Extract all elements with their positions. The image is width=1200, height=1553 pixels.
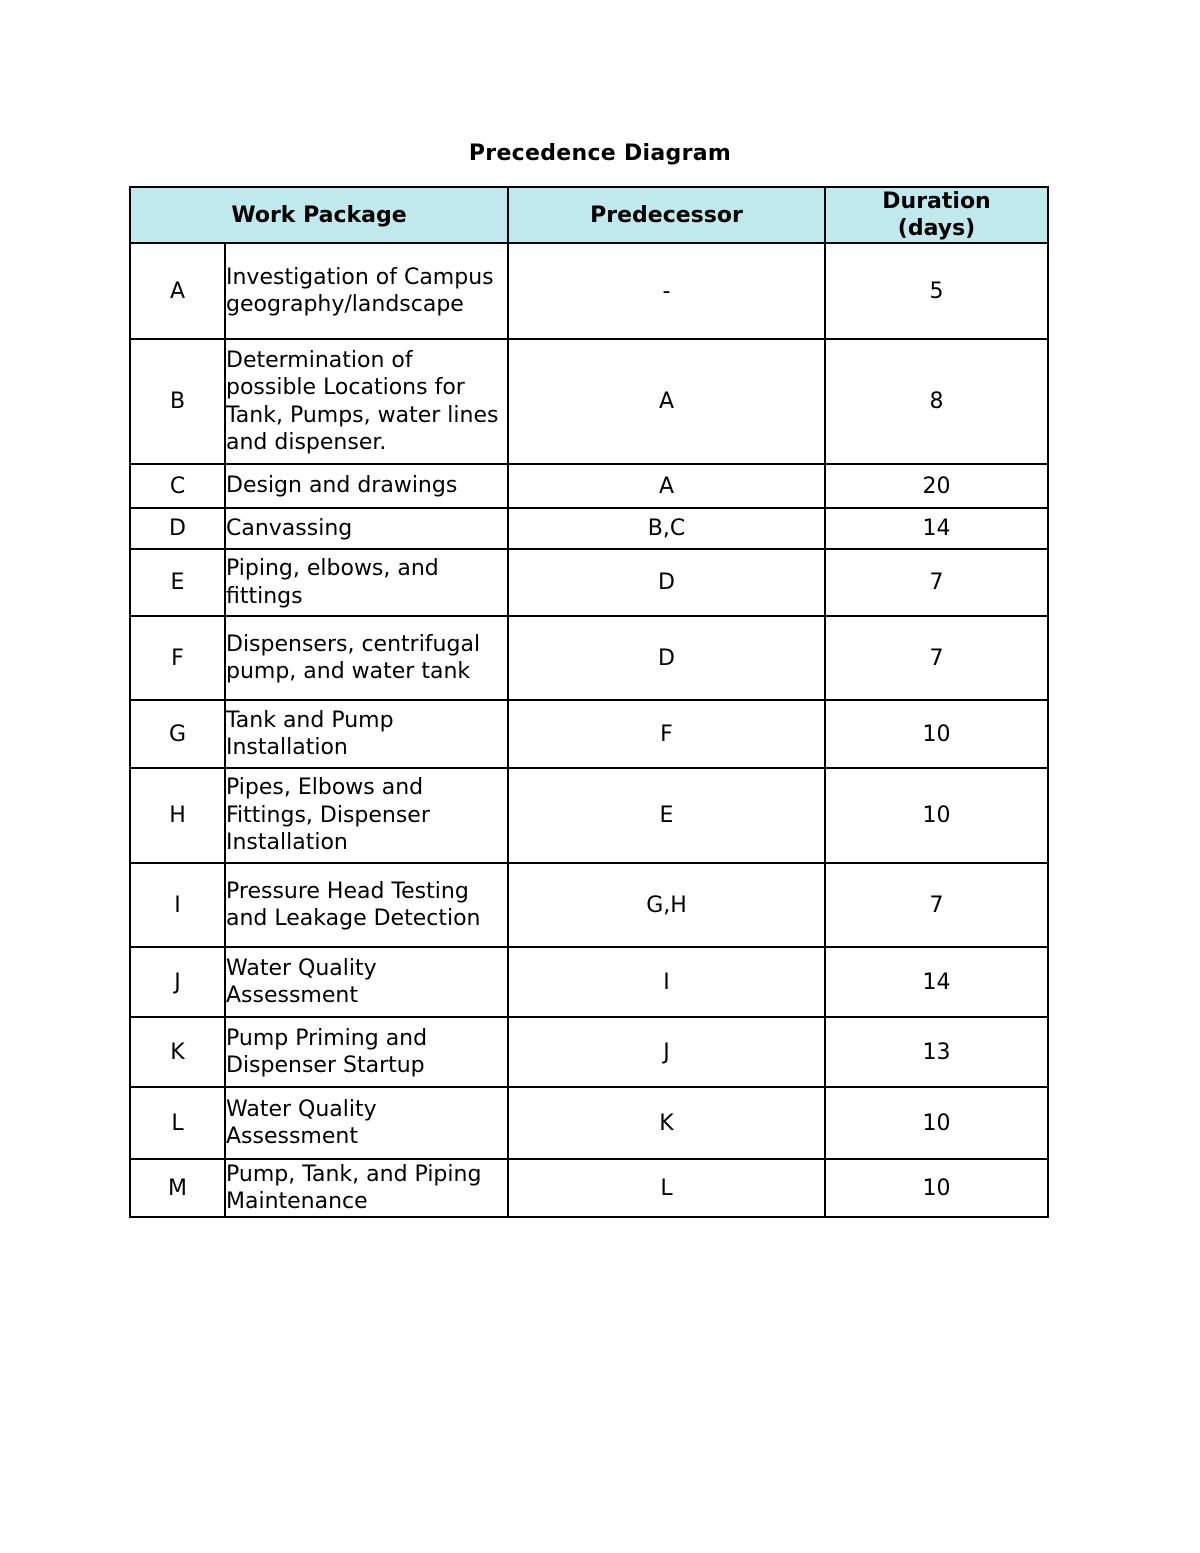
- row-description: Pump, Tank, and Piping Maintenance: [225, 1159, 508, 1217]
- row-description: Pump Priming and Dispenser Startup: [225, 1017, 508, 1087]
- row-description: Determination of possible Locations for Tank, Pumps, water lines and dispenser.: [225, 339, 508, 464]
- row-duration: 14: [825, 508, 1048, 549]
- row-duration: 10: [825, 1159, 1048, 1217]
- table-row: [130, 1017, 1048, 1087]
- table-row: [130, 508, 1048, 549]
- table-row: [130, 700, 1048, 768]
- row-duration: 13: [825, 1017, 1048, 1087]
- row-predecessor: L: [508, 1159, 825, 1217]
- row-predecessor: A: [508, 339, 825, 464]
- header-duration-line2: (days): [897, 216, 976, 241]
- row-predecessor: G,H: [508, 863, 825, 947]
- row-duration: 10: [825, 700, 1048, 768]
- row-predecessor: B,C: [508, 508, 825, 549]
- row-duration: 7: [825, 616, 1048, 700]
- row-code: M: [130, 1159, 225, 1217]
- header-work-package: Work Package: [130, 187, 508, 243]
- row-description: Design and drawings: [225, 464, 508, 508]
- row-description: Canvassing: [225, 508, 508, 549]
- row-description: Piping, elbows, and fittings: [225, 549, 508, 616]
- row-duration: 10: [825, 1087, 1048, 1159]
- row-code: J: [130, 947, 225, 1017]
- row-code: K: [130, 1017, 225, 1087]
- row-code: A: [130, 243, 225, 339]
- row-predecessor: J: [508, 1017, 825, 1087]
- row-code: L: [130, 1087, 225, 1159]
- row-duration: 14: [825, 947, 1048, 1017]
- row-description: Tank and Pump Installation: [225, 700, 508, 768]
- row-description: Water Quality Assessment: [225, 1087, 508, 1159]
- table-row: [130, 863, 1048, 947]
- row-description: Dispensers, centrifugal pump, and water tank: [225, 616, 508, 700]
- row-description: Pressure Head Testing and Leakage Detection: [225, 863, 508, 947]
- header-duration: [825, 187, 1048, 243]
- row-description: Water Quality Assessment: [225, 947, 508, 1017]
- table-row: [130, 947, 1048, 1017]
- row-duration: 8: [825, 339, 1048, 464]
- table-row: [130, 1087, 1048, 1159]
- row-duration: 10: [825, 768, 1048, 863]
- row-code: B: [130, 339, 225, 464]
- row-description: Pipes, Elbows and Fittings, Dispenser Installation: [225, 768, 508, 863]
- row-predecessor: K: [508, 1087, 825, 1159]
- row-predecessor: F: [508, 700, 825, 768]
- row-code: G: [130, 700, 225, 768]
- row-predecessor: A: [508, 464, 825, 508]
- row-description: Investigation of Campus geography/landscape: [225, 243, 508, 339]
- row-predecessor: -: [508, 243, 825, 339]
- row-duration: 7: [825, 549, 1048, 616]
- page-title: Precedence Diagram: [468, 141, 732, 166]
- row-predecessor: D: [508, 616, 825, 700]
- row-predecessor: I: [508, 947, 825, 1017]
- row-predecessor: D: [508, 549, 825, 616]
- row-duration: 7: [825, 863, 1048, 947]
- row-code: I: [130, 863, 225, 947]
- table-row: [130, 1159, 1048, 1217]
- table-row: [130, 464, 1048, 508]
- table-header-row: [130, 187, 1048, 243]
- row-duration: 20: [825, 464, 1048, 508]
- row-predecessor: E: [508, 768, 825, 863]
- row-code: D: [130, 508, 225, 549]
- row-code: E: [130, 549, 225, 616]
- table-row: [130, 616, 1048, 700]
- row-duration: 5: [825, 243, 1048, 339]
- table-row: [130, 243, 1048, 339]
- header-predecessor: Predecessor: [508, 187, 825, 243]
- row-code: C: [130, 464, 225, 508]
- precedence-table: [129, 186, 1049, 1218]
- row-code: H: [130, 768, 225, 863]
- table-row: [130, 339, 1048, 464]
- header-duration-line1: Duration: [882, 189, 991, 214]
- table-row: [130, 549, 1048, 616]
- table-row: [130, 768, 1048, 863]
- row-code: F: [130, 616, 225, 700]
